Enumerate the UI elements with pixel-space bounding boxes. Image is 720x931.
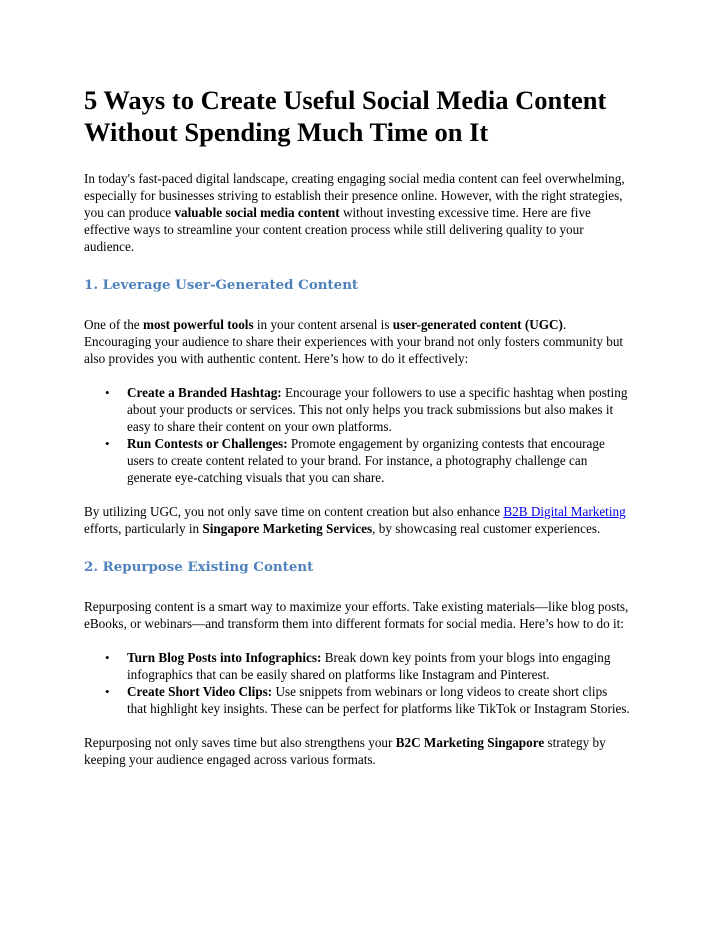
- section2-bullet-list: [84, 649, 630, 717]
- intro-paragraph: [84, 170, 630, 255]
- s1p1-text-1: One of the: [84, 317, 143, 332]
- section2-paragraph-2: [84, 734, 630, 768]
- section1-paragraph-1: [84, 316, 630, 367]
- list-item-bold: Run Contests or Challenges:: [127, 436, 288, 451]
- list-item: [105, 435, 630, 486]
- bullet-icon: •: [105, 436, 110, 451]
- section1-paragraph-2: [84, 503, 630, 537]
- section1-heading: 1. Leverage User-Generated Content: [84, 277, 359, 293]
- list-item-text: Break down key points from your blogs into engaging infographics that can be easily shared on platforms like Instagram and Pinterest.: [127, 650, 611, 682]
- list-item-text: Use snippets from webinars or long videos to create short clips that highlight key insights. These can be perfect for platforms like TikTok or Instagram Stories.: [127, 684, 630, 716]
- s1p1-bold-2: user-generated content (UGC): [392, 317, 563, 332]
- list-item: [105, 649, 630, 683]
- s2p2-bold-1: B2C Marketing Singapore: [395, 735, 545, 750]
- intro-bold-1: valuable social media content: [174, 205, 340, 220]
- section2-heading: 2. Repurpose Existing Content: [84, 559, 314, 575]
- s1p2-text-1: By utilizing UGC, you not only save time on content creation but also enhance: [84, 504, 504, 519]
- s2p2-text-1: Repurposing not only saves time but also strengthens your: [84, 735, 396, 750]
- s2p2-text-2: strategy by keeping your audience engaged across various formats.: [84, 735, 606, 767]
- intro-text-2: without investing excessive time. Here are five effective ways to streamline your content creation process while still delivering quality to your audience.: [84, 205, 591, 254]
- s1p2-text-2: efforts, particularly in: [84, 521, 203, 536]
- list-item-bold: Create Short Video Clips:: [127, 684, 273, 699]
- list-item-bold: Turn Blog Posts into Infographics:: [127, 650, 322, 665]
- list-item-text: Promote engagement by organizing contests that encourage users to create content related to your brand. For instance, a photography challenge can generate eye-catching visuals that you can share.: [127, 436, 605, 485]
- section2-paragraph-1: Repurposing content is a smart way to maximize your efforts. Take existing materials—like blog posts, eBooks, or webinars—and transform them into different formats for social media. Here’s how to do it:: [84, 599, 629, 631]
- bullet-icon: •: [105, 385, 110, 400]
- section1-bullet-list: [84, 384, 630, 486]
- list-item: [105, 384, 630, 435]
- list-item: [105, 683, 630, 717]
- s1p2-bold-1: Singapore Marketing Services: [202, 521, 373, 536]
- list-item-text: Encourage your followers to use a specific hashtag when posting about your products or services. This not only helps you track submissions but also makes it easy to share their content on your own platforms.: [127, 385, 628, 434]
- page-title: 5 Ways to Create Useful Social Media Content Without Spending Much Time on It: [84, 85, 607, 147]
- intro-text-1: In today's fast-paced digital landscape, creating engaging social media content can feel overwhelming, especially for businesses striving to establish their presence online. However, with the right strategies, you can produce: [84, 171, 625, 220]
- s1p1-bold-1: most powerful tools: [142, 317, 254, 332]
- bullet-icon: •: [105, 650, 110, 665]
- bullet-icon: •: [105, 684, 110, 699]
- list-item-bold: Create a Branded Hashtag:: [127, 385, 282, 400]
- s1p1-text-2: in your content arsenal is: [253, 317, 393, 332]
- s1p1-text-3: . Encouraging your audience to share their experiences with your brand not only fosters community but also provides you with authentic content. Here’s how to do it effectively:: [84, 317, 624, 366]
- b2b-digital-marketing-link[interactable]: B2B Digital Marketing: [503, 504, 626, 519]
- s1p2-text-3: , by showcasing real customer experiences.: [372, 521, 601, 536]
